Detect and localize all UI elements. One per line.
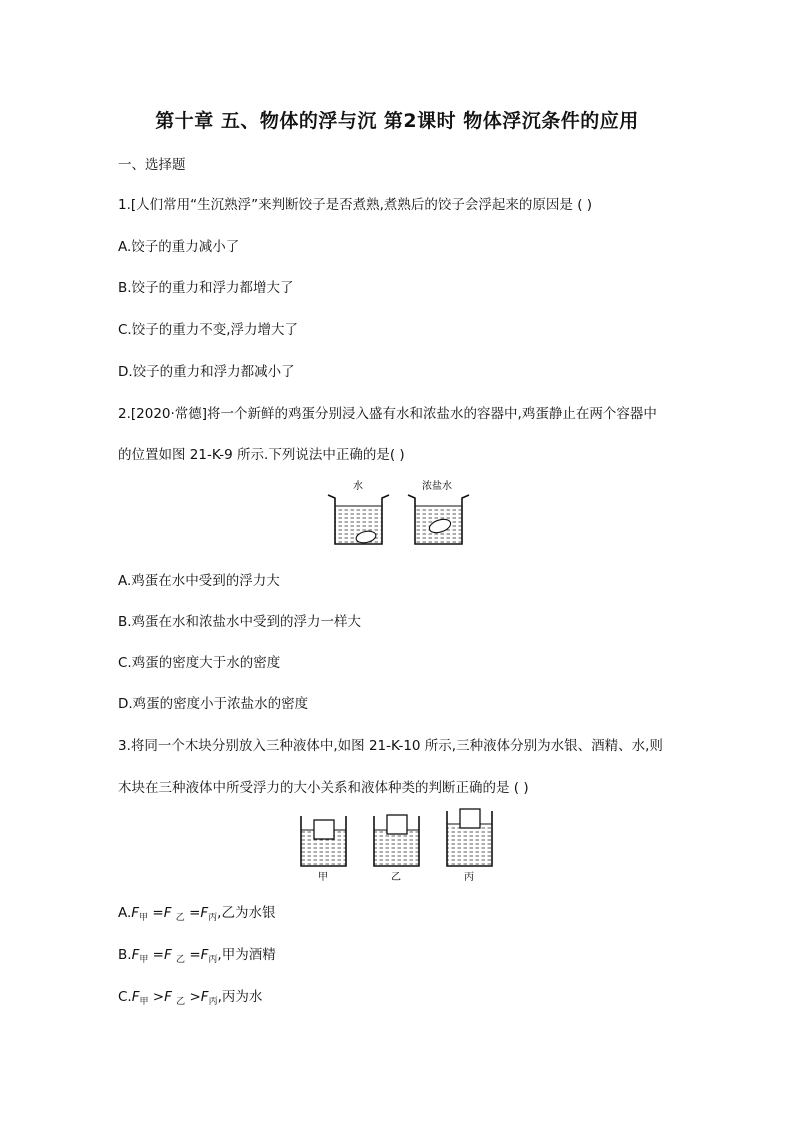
label-jia: 甲: [318, 872, 328, 883]
beaker-yi: [374, 815, 419, 866]
label-saltwater: 浓盐水: [422, 481, 452, 492]
section-heading: 一、选择题: [118, 157, 186, 173]
saltwater-beaker: [408, 495, 469, 544]
page-title: 第十章 五、物体的浮与沉 第2课时 物体浮沉条件的应用: [155, 110, 639, 132]
q2-option-c: C.鸡蛋的密度大于水的密度: [118, 655, 281, 671]
q2-option-a: A.鸡蛋在水中受到的浮力大: [118, 573, 280, 589]
label-yi: 乙: [391, 872, 401, 883]
figure-egg-beakers: [320, 476, 470, 550]
question-1-stem: 1.[人们常用“生沉熟浮”来判断饺子是否煮熟,煮熟后的饺子会浮起来的原因是 ( ): [118, 197, 593, 213]
q1-option-d: D.饺子的重力和浮力都减小了: [118, 364, 295, 380]
q2-option-d: D.鸡蛋的密度小于浓盐水的密度: [118, 696, 309, 712]
wood-block-yi: [387, 815, 407, 834]
q2-option-b: B.鸡蛋在水和浓盐水中受到的浮力一样大: [118, 614, 362, 630]
q3-option-a: $A.F_甲 =F$ $_乙 =F_丙$,乙为水银: [118, 905, 276, 923]
q1-option-b: B.饺子的重力和浮力都增大了: [118, 280, 294, 296]
figure-wood-block-beakers: [295, 806, 505, 888]
q1-option-a: A.饺子的重力减小了: [118, 239, 240, 255]
question-2-stem-line2: 的位置如图 21-K-9 所示.下列说法中正确的是( ): [118, 447, 405, 463]
question-2-stem-line1: 2.[2020·常德]将一个新鲜的鸡蛋分别浸入盛有水和浓盐水的容器中,鸡蛋静止在两个容器中: [118, 406, 657, 422]
beaker-bing: [447, 809, 492, 866]
wood-block-jia: [314, 820, 334, 839]
question-3-stem-line1: 3.将同一个木块分别放入三种液体中,如图 21-K-10 所示,三种液体分别为水银、酒精、水,则: [118, 738, 663, 754]
water-beaker: [328, 495, 389, 544]
q3-option-c: $C.F_甲 >F$ $_乙 >F_丙$,丙为水: [118, 989, 263, 1007]
beaker-jia: [301, 816, 346, 866]
wood-block-bing: [460, 809, 480, 828]
q3-option-b: $B.F_甲 =F$ $_乙 =F_丙$,甲为酒精: [118, 947, 276, 965]
question-3-stem-line2: 木块在三种液体中所受浮力的大小关系和液体种类的判断正确的是 ( ): [118, 780, 529, 796]
label-water: 水: [353, 481, 363, 492]
label-bing: 丙: [464, 872, 474, 883]
q1-option-c: C.饺子的重力不变,浮力增大了: [118, 322, 299, 338]
